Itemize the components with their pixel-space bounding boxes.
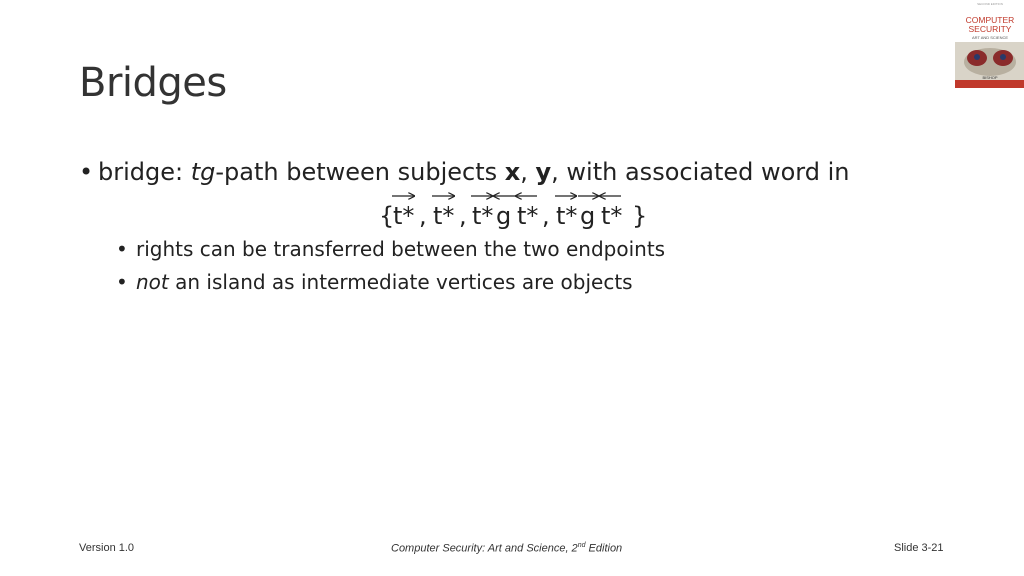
bullet-bridge: [79, 155, 979, 189]
formula-term-3b: t*: [517, 202, 539, 230]
formula-open-brace: {: [379, 202, 395, 230]
formula-term-1: t*: [393, 202, 415, 230]
formula-sep-3: ,: [542, 202, 550, 230]
footer-version: Version 1.0: [79, 542, 135, 554]
formula-sep-1: ,: [419, 202, 427, 230]
formula-close-brace: }: [632, 202, 648, 230]
sub-bullet-rights: [116, 233, 979, 266]
formula-g-1: g: [496, 202, 512, 230]
cover-edition: SECOND EDITION: [977, 2, 1003, 6]
cover-title-line2: SECURITY: [968, 24, 1012, 34]
bullet-dot: •: [116, 270, 128, 294]
cover-title-line1: COMPUTER: [965, 15, 1015, 25]
sub-bullet-text: not an island as intermediate vertices are objects: [136, 270, 633, 294]
bullet-dot: •: [79, 158, 94, 186]
bullet-text: bridge: tg-path between subjects x, y, with associated word in: [98, 158, 850, 186]
footer-slide-number: Slide 3-21: [894, 542, 944, 554]
formula-sep-2: ,: [459, 202, 467, 230]
slide-content: [79, 155, 979, 299]
formula-g-2: g: [580, 202, 596, 230]
slide-title: Bridges: [79, 60, 227, 106]
cover-author: BISHOP: [982, 75, 998, 80]
word-formula: [379, 189, 979, 233]
bullet-dot: •: [116, 237, 128, 261]
book-cover-thumbnail: [955, 0, 1024, 88]
formula-term-4a: t*: [556, 202, 578, 230]
cover-subtitle: ART AND SCIENCE: [971, 35, 1009, 40]
sub-bullet-island: [116, 266, 979, 299]
footer-book-title: Computer Security: Art and Science, 2nd Edition: [391, 542, 623, 555]
formula-term-2: t*: [433, 202, 455, 230]
formula-term-3a: t*: [472, 202, 494, 230]
formula-term-4b: t*: [601, 202, 623, 230]
sub-bullet-text: rights can be transferred between the two endpoints: [136, 237, 666, 261]
